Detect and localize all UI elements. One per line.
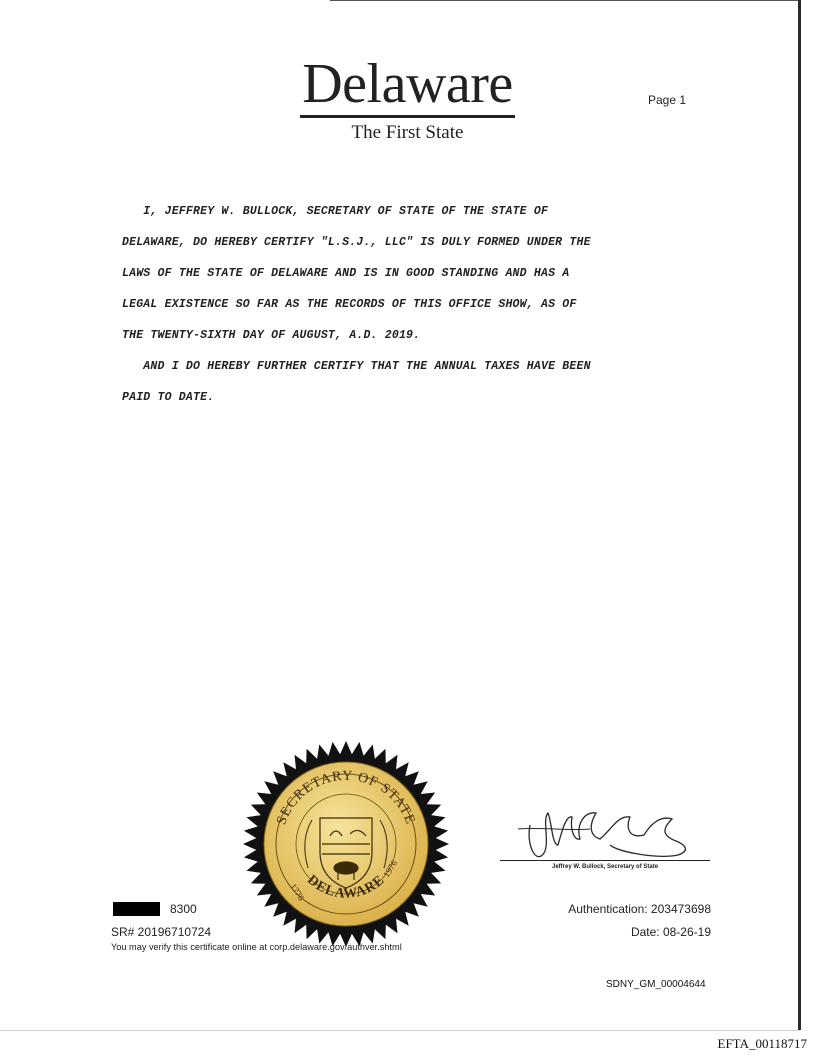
certificate-line: LEGAL EXISTENCE SO FAR AS THE RECORDS OF THIS OFFICE SHOW, AS OF [122, 298, 577, 311]
page-edge-right [798, 0, 801, 1030]
account-number-suffix: 8300 [170, 902, 197, 916]
page-edge-bottom [0, 1030, 800, 1031]
signature-block [500, 805, 715, 880]
letterhead [0, 55, 815, 144]
certificate-line: I, JEFFREY W. BULLOCK, SECRETARY OF STATE OF THE STATE OF [122, 205, 549, 218]
page-edge-top [330, 0, 800, 1]
redaction-bar [113, 902, 160, 916]
state-motto: The First State [351, 122, 464, 143]
certificate-line: THE TWENTY-SIXTH DAY OF AUGUST, A.D. 2019. [122, 329, 421, 342]
certificate-line: AND I DO HEREBY FURTHER CERTIFY THAT THE ANNUAL TAXES HAVE BEEN [122, 360, 591, 373]
verify-note: You may verify this certificate online at corp.delaware.gov/authver.shtml [111, 942, 402, 952]
sr-number: SR# 20196710724 [111, 925, 212, 939]
certificate-date: Date: 08-26-19 [630, 925, 711, 939]
seal-year-left: 1776 [288, 881, 307, 903]
efta-bates-number: EFTA_00118717 [717, 1036, 807, 1051]
signature-line [500, 860, 710, 861]
certificate-line: PAID TO DATE. [122, 391, 215, 404]
signature-caption: Jeffrey W. Bullock, Secretary of State [552, 864, 659, 870]
authentication-number: Authentication: 203473698 [568, 902, 711, 916]
state-title: Delaware [300, 55, 515, 118]
seal-bottom-text: DELAWARE [304, 872, 388, 902]
certificate-line: LAWS OF THE STATE OF DELAWARE AND IS IN GOOD STANDING AND HAS A [122, 267, 570, 280]
page-number: Page 1 [648, 93, 687, 107]
signature-icon [500, 805, 715, 865]
sdny-bates-number: SDNY_GM_00004644 [606, 979, 706, 990]
seal-year-right: 1976 [381, 858, 400, 880]
seal-top-text: SECRETARY OF STATE [274, 768, 418, 827]
state-seal [242, 740, 450, 948]
certificate-line: DELAWARE, DO HEREBY CERTIFY "L.S.J., LLC" IS DULY FORMED UNDER THE [122, 236, 591, 249]
certificate-body [122, 196, 702, 413]
